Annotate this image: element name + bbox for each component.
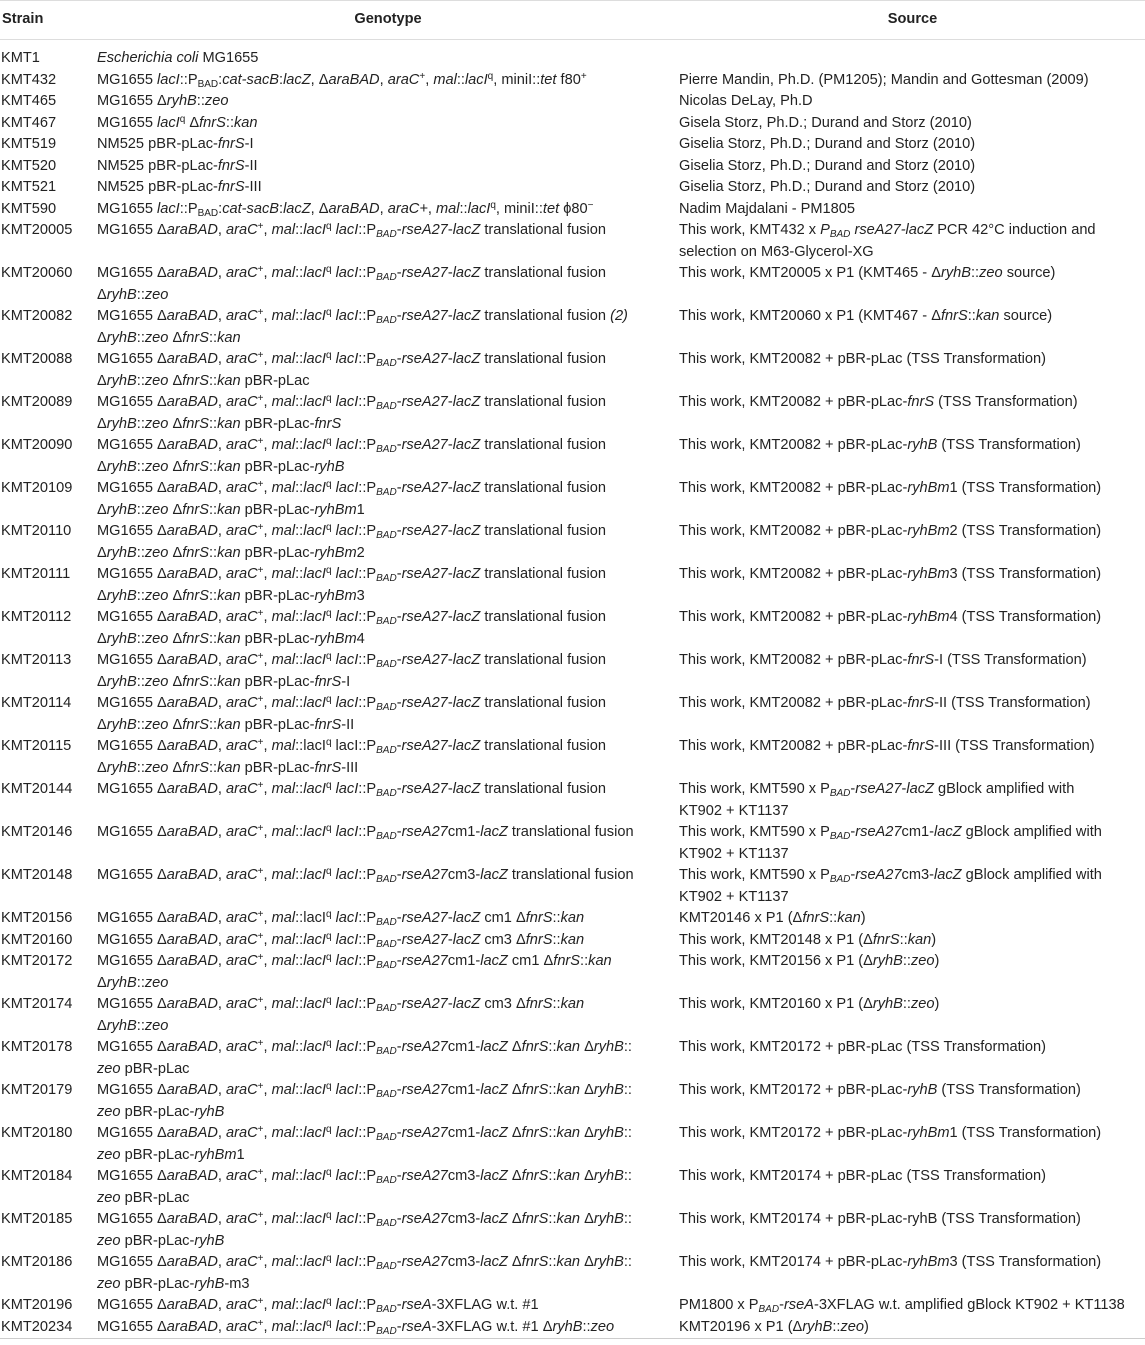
- genotype-cell: MG1655 ΔaraBAD, araC+, mal::lacI$^q$ $lacI::P_{BAD}-rseA27cm3$-lacZ ΔfnrS::kan ΔryhB:: zeo pBR-pLac-ryhB: [97, 1210, 632, 1249]
- genotype-cell: MG1655 ΔaraBAD, araC+, mal::lacI$^q$ $lacI::P_{BAD}-rseA27$-lacZ translational fusion ΔryhB::zeo ΔfnrS::kan pBR-pLac-ryhBm4: [97, 608, 607, 647]
- source-cell: This work, KMT20005 x P1 (KMT465 - ΔryhB::zeo source): [679, 265, 1056, 281]
- source-cell: This work, KMT590 x $P_{BAD}-rseA27cm1$-lacZ gBlock amplified with KT902 + KT1137: [679, 824, 1102, 862]
- strain-cell: KMT521: [1, 179, 57, 195]
- table-row: [0, 91, 1145, 113]
- table-row: [0, 70, 1145, 92]
- strain-cell: KMT20146: [1, 824, 73, 840]
- source-cell: This work, KMT20082 + pBR-pLac-ryhB (TSS Transformation): [679, 437, 1081, 453]
- genotype-cell: MG1655 ΔaraBAD, araC+, mal::lacI$^q$ $lacI::P_{BAD}-rseA27cm3$-lacZ ΔfnrS::kan ΔryhB:: zeo pBR-pLac-ryhB-m3: [97, 1253, 632, 1292]
- table-row: [0, 156, 1145, 178]
- source-cell: Giselia Storz, Ph.D.; Durand and Storz (2010): [679, 136, 976, 152]
- genotype-cell: MG1655 ΔaraBAD, araC+, mal::lacI$^q$ $lacI::P_{BAD}-rseA27$-lacZ translational fusion (2) ΔryhB::zeo ΔfnrS::kan: [97, 307, 628, 346]
- table-row: [0, 478, 1145, 521]
- strain-cell: KMT20156: [1, 910, 73, 926]
- table-row: [0, 994, 1145, 1037]
- genotype-cell: Escherichia coli MG1655: [97, 50, 259, 66]
- strain-cell: KMT20089: [1, 394, 73, 410]
- source-cell: KMT20146 x P1 (ΔfnrS::kan): [679, 910, 866, 926]
- strain-cell: KMT20172: [1, 953, 73, 969]
- genotype-cell: MG1655 ΔaraBAD, araC+, mal::lacI$^q$ $lacI::P_{BAD}-rseA27cm3$-lacZ ΔfnrS::kan ΔryhB:: zeo pBR-pLac: [97, 1167, 632, 1206]
- strain-cell: KMT20144: [1, 781, 73, 797]
- source-cell: This work, KMT20172 + pBR-pLac-ryhBm1 (TSS Transformation): [679, 1125, 1102, 1141]
- genotype-cell: MG1655 ΔaraBAD, araC+, mal::lacI$^q$ $lacI::P_{BAD}-rseA27cm1$-lacZ translational fusion: [97, 823, 634, 842]
- genotype-cell: NM525 pBR-pLac-fnrS-III: [97, 179, 262, 195]
- source-cell: This work, KMT20172 + pBR-pLac-ryhB (TSS Transformation): [679, 1082, 1081, 1098]
- table-row: [0, 1037, 1145, 1080]
- strain-cell: KMT20112: [1, 609, 72, 625]
- source-cell: This work, KMT20082 + pBR-pLac-fnrS (TSS Transformation): [679, 394, 1078, 410]
- strain-cell: KMT20196: [1, 1297, 73, 1313]
- source-cell: This work, KMT20082 + pBR-pLac-fnrS-I (TSS Transformation): [679, 652, 1087, 668]
- source-cell: Giselia Storz, Ph.D.; Durand and Storz (2010): [679, 179, 976, 195]
- table-row: [0, 392, 1145, 435]
- strain-cell: KMT20090: [1, 437, 73, 453]
- genotype-cell: MG1655 ΔaraBAD, araC+, mal::lacI$^q$ $lacI::P_{BAD}-rseA27$-lacZ translational fusion: [97, 221, 607, 240]
- genotype-cell: MG1655 $lacI::P_{BAD}:cat-sacB:lacZ$, ΔaraBAD, araC+, mal::lacI$^q$, miniI::tet f80+: [97, 70, 587, 90]
- table-row: [0, 930, 1145, 952]
- table-row: [0, 113, 1145, 135]
- strain-cell: KMT20234: [0, 1317, 96, 1339]
- genotype-cell: MG1655 ΔaraBAD, araC+, mal::lacI$^q$ $lacI::P_{BAD}-rseA-3XFLAG$ w.t. #1 ΔryhB::zeo: [96, 1317, 678, 1339]
- source-cell: This work, KMT20148 x P1 (ΔfnrS::kan): [679, 931, 937, 948]
- source-cell: Nadim Majdalani - PM1805: [679, 200, 856, 217]
- source-cell: Giselia Storz, Ph.D.; Durand and Storz (2010): [679, 157, 976, 174]
- genotype-cell: MG1655 ΔaraBAD, araC+, mal::lacI$^q$ $lacI::P_{BAD}-rseA27cm1$-lacZ ΔfnrS::kan ΔryhB:: zeo pBR-pLac: [97, 1038, 632, 1077]
- genotype-cell: MG1655 ΔaraBAD, araC+, mal::lacI$^q$ $lacI::P_{BAD}-rseA27cm1$-lacZ cm1 ΔfnrS::kan ΔryhB::zeo: [97, 952, 612, 991]
- source-cell: KMT20196 x P1 (ΔryhB::zeo): [678, 1317, 1145, 1339]
- genotype-cell: MG1655 ΔaraBAD, araC+, mal::lacI$^q$ $lacI::P_{BAD}-rseA27$-lacZ translational fusion ΔryhB::zeo ΔfnrS::kan pBR-pLac-fnrS-III: [97, 737, 606, 776]
- strain-cell: KMT20088: [1, 351, 73, 367]
- genotype-cell: MG1655 ΔaraBAD, araC+, mal::lacI$^q$ $lacI::P_{BAD}-rseA27$-lacZ cm3 ΔfnrS::kan: [97, 930, 585, 950]
- table-row: [0, 1209, 1145, 1252]
- genotype-cell: MG1655 ΔaraBAD, araC+, mal::lacI$^q$ $lacI::P_{BAD}-rseA27cm3$-lacZ translational fusion: [97, 866, 634, 885]
- genotype-cell: MG1655 lacI$^q$ ΔfnrS::kan: [97, 113, 258, 131]
- strain-cell: KMT20109: [1, 480, 73, 496]
- table-row: [0, 521, 1145, 564]
- table-row: [0, 951, 1145, 994]
- table-row: [0, 822, 1145, 865]
- strain-cell: KMT20110: [1, 523, 72, 539]
- genotype-cell: NM525 pBR-pLac-fnrS-II: [97, 157, 258, 174]
- source-cell: This work, KMT20172 + pBR-pLac (TSS Transformation): [679, 1039, 1047, 1055]
- source-cell: This work, KMT20082 + pBR-pLac (TSS Transformation): [679, 351, 1047, 367]
- strain-cell: KMT20184: [1, 1168, 73, 1184]
- strain-cell: KMT1: [1, 50, 40, 66]
- strain-cell: KMT20082: [1, 308, 73, 324]
- genotype-cell: MG1655 ΔaraBAD, araC+, mal::lacI$^q$ $lacI::P_{BAD}-rseA27$-lacZ translational fusion ΔryhB::zeo ΔfnrS::kan pBR-pLac-ryhB: [97, 436, 607, 475]
- strain-cell: KMT20060: [1, 265, 73, 281]
- source-cell: This work, KMT20082 + pBR-pLac-ryhBm3 (TSS Transformation): [679, 566, 1102, 582]
- strain-cell: KMT590: [1, 200, 57, 217]
- genotype-cell: MG1655 ΔaraBAD, araC+, mal::lacI$^q$ $lacI::P_{BAD}-rseA-3XFLAG$ w.t. #1: [97, 1296, 539, 1315]
- strain-cell: KMT520: [1, 157, 57, 174]
- source-cell: Gisela Storz, Ph.D.; Durand and Storz (2010): [679, 114, 972, 131]
- genotype-cell: MG1655 ΔaraBAD, araC+, mal::lacI$^q$ $lacI::P_{BAD}-rseA27$-lacZ cm1 ΔfnrS::kan: [97, 909, 585, 928]
- header-row: [0, 1, 1145, 40]
- genotype-cell: MG1655 ΔaraBAD, araC+, mal::lacI$^q$ $lacI::P_{BAD}-rseA27$-lacZ translational fusion ΔryhB::zeo ΔfnrS::kan pBR-pLac-ryhBm3: [97, 565, 607, 604]
- strain-cell: KMT20113: [1, 652, 72, 668]
- header-genotype: Genotype: [96, 1, 678, 40]
- table-row: [0, 435, 1145, 478]
- strain-cell: KMT20115: [1, 738, 72, 754]
- table-body: [0, 40, 1145, 1339]
- source-cell: This work, KMT20082 + pBR-pLac-ryhBm2 (TSS Transformation): [679, 523, 1102, 539]
- source-cell: This work, KMT432 x $P_{BAD}$ rseA27-lacZ PCR 42°C induction and selection on M63-Glycerol-XG: [679, 222, 1096, 260]
- strain-cell: KMT519: [1, 136, 57, 152]
- source-cell: [678, 40, 1145, 70]
- strain-cell: KMT20005: [1, 222, 73, 238]
- table-row: [0, 564, 1145, 607]
- genotype-cell: MG1655 ΔaraBAD, araC+, mal::lacI$^q$ $lacI::P_{BAD}-rseA27$-lacZ cm3 ΔfnrS::kan ΔryhB::zeo: [97, 995, 585, 1034]
- source-cell: This work, KMT20082 + pBR-pLac-fnrS-II (TSS Transformation): [679, 695, 1091, 711]
- table-row: [0, 199, 1145, 221]
- table-row: [0, 1252, 1145, 1295]
- table-row: [0, 779, 1145, 822]
- genotype-cell: MG1655 ΔaraBAD, araC+, mal::lacI$^q$ $lacI::P_{BAD}-rseA27cm1$-lacZ ΔfnrS::kan ΔryhB:: zeo pBR-pLac-ryhBm1: [97, 1124, 632, 1163]
- genotype-cell: MG1655 ΔaraBAD, araC+, mal::lacI$^q$ $lacI::P_{BAD}-rseA27$-lacZ translational fusion ΔryhB::zeo ΔfnrS::kan pBR-pLac-fnrS-II: [97, 694, 607, 733]
- strain-cell: KMT20148: [1, 867, 73, 883]
- genotype-cell: MG1655 ΔaraBAD, araC+, mal::lacI$^q$ $lacI::P_{BAD}-rseA27cm1$-lacZ ΔfnrS::kan ΔryhB:: zeo pBR-pLac-ryhB: [97, 1081, 632, 1120]
- strain-cell: KMT20185: [1, 1211, 73, 1227]
- strain-cell: KMT465: [1, 93, 57, 109]
- table-row: [0, 134, 1145, 156]
- header-strain: Strain: [0, 1, 96, 40]
- genotype-cell: MG1655 ΔaraBAD, araC+, mal::lacI$^q$ $lacI::P_{BAD}-rseA27$-lacZ translational fusion ΔryhB::zeo: [97, 264, 607, 303]
- source-cell: This work, KMT20082 + pBR-pLac-ryhBm1 (TSS Transformation): [679, 480, 1102, 496]
- table-row: [0, 40, 1145, 70]
- source-cell: This work, KMT20160 x P1 (ΔryhB::zeo): [679, 996, 940, 1012]
- table-row: [0, 349, 1145, 392]
- genotype-cell: MG1655 ΔaraBAD, araC+, mal::lacI$^q$ $lacI::P_{BAD}-rseA27$-lacZ translational fusion: [97, 780, 607, 799]
- table-row: [0, 1317, 1145, 1339]
- source-cell: This work, KMT20082 + pBR-pLac-fnrS-III (TSS Transformation): [679, 738, 1095, 754]
- table-row: [0, 220, 1145, 263]
- genotype-cell: MG1655 ΔryhB::zeo: [97, 93, 229, 109]
- table-row: [0, 650, 1145, 693]
- source-cell: This work, KMT590 x $P_{BAD}-rseA27$-lacZ gBlock amplified with KT902 + KT1137: [679, 781, 1075, 819]
- table-header: [0, 1, 1145, 40]
- strain-cell: KMT20179: [1, 1082, 73, 1098]
- source-cell: This work, KMT20156 x P1 (ΔryhB::zeo): [679, 953, 940, 969]
- header-source: Source: [678, 1, 1145, 40]
- table-row: [0, 908, 1145, 930]
- table-row: [0, 1166, 1145, 1209]
- source-cell: Nicolas DeLay, Ph.D: [679, 93, 813, 109]
- table-row: [0, 1080, 1145, 1123]
- strain-cell: KMT20114: [1, 695, 72, 711]
- table-row: [0, 306, 1145, 349]
- source-cell: This work, KMT20082 + pBR-pLac-ryhBm4 (TSS Transformation): [679, 609, 1102, 625]
- strain-cell: KMT432: [1, 71, 57, 88]
- table-row: [0, 607, 1145, 650]
- source-cell: This work, KMT20174 + pBR-pLac (TSS Transformation): [679, 1168, 1047, 1184]
- genotype-cell: MG1655 ΔaraBAD, araC+, mal::lacI$^q$ $lacI::P_{BAD}-rseA27$-lacZ translational fusion ΔryhB::zeo ΔfnrS::kan pBR-pLac-fnrS: [97, 393, 607, 432]
- strain-cell: KMT20174: [1, 996, 73, 1012]
- table-row: [0, 177, 1145, 199]
- table-row: [0, 1123, 1145, 1166]
- genotype-cell: MG1655 $lacI::P_{BAD}:cat-sacB:lacZ$, ΔaraBAD, araC+, mal::lacI$^q$, miniI::tet ϕ80−: [97, 199, 594, 219]
- table-row: [0, 865, 1145, 908]
- genotype-cell: MG1655 ΔaraBAD, araC+, mal::lacI$^q$ $lacI::P_{BAD}-rseA27$-lacZ translational fusion ΔryhB::zeo ΔfnrS::kan pBR-pLac: [97, 350, 607, 389]
- source-cell: This work, KMT20174 + pBR-pLac-ryhBm3 (TSS Transformation): [679, 1254, 1102, 1270]
- genotype-cell: MG1655 ΔaraBAD, araC+, mal::lacI$^q$ $lacI::P_{BAD}-rseA27$-lacZ translational fusion ΔryhB::zeo ΔfnrS::kan pBR-pLac-fnrS-I: [97, 651, 607, 690]
- strain-cell: KMT20180: [1, 1125, 73, 1141]
- strain-cell: KMT20111: [1, 566, 71, 582]
- genotype-cell: MG1655 ΔaraBAD, araC+, mal::lacI$^q$ $lacI::P_{BAD}-rseA27$-lacZ translational fusion ΔryhB::zeo ΔfnrS::kan pBR-pLac-ryhBm1: [97, 479, 607, 518]
- table-row: [0, 693, 1145, 736]
- table-row: [0, 263, 1145, 306]
- table-row: [0, 736, 1145, 779]
- strain-cell: KMT20186: [1, 1254, 73, 1270]
- genotype-cell: MG1655 ΔaraBAD, araC+, mal::lacI$^q$ $lacI::P_{BAD}-rseA27$-lacZ translational fusion ΔryhB::zeo ΔfnrS::kan pBR-pLac-ryhBm2: [97, 522, 607, 561]
- strain-cell: KMT20160: [1, 931, 73, 948]
- strain-cell: KMT467: [1, 114, 57, 131]
- genotype-cell: NM525 pBR-pLac-fnrS-I: [97, 136, 254, 152]
- table-row: [0, 1295, 1145, 1317]
- source-cell: This work, KMT20174 + pBR-pLac-ryhB (TSS Transformation): [679, 1211, 1081, 1227]
- source-cell: PM1800 x $P_{BAD}-rseA-3XFLAG$ w.t. amplified gBlock KT902 + KT1138: [679, 1297, 1125, 1315]
- source-cell: This work, KMT590 x $P_{BAD}-rseA27cm3$-lacZ gBlock amplified with KT902 + KT1137: [679, 867, 1102, 905]
- strain-cell: KMT20178: [1, 1039, 73, 1055]
- source-cell: This work, KMT20060 x P1 (KMT467 - ΔfnrS::kan source): [679, 308, 1053, 324]
- source-cell: Pierre Mandin, Ph.D. (PM1205); Mandin and Gottesman (2009): [679, 71, 1089, 88]
